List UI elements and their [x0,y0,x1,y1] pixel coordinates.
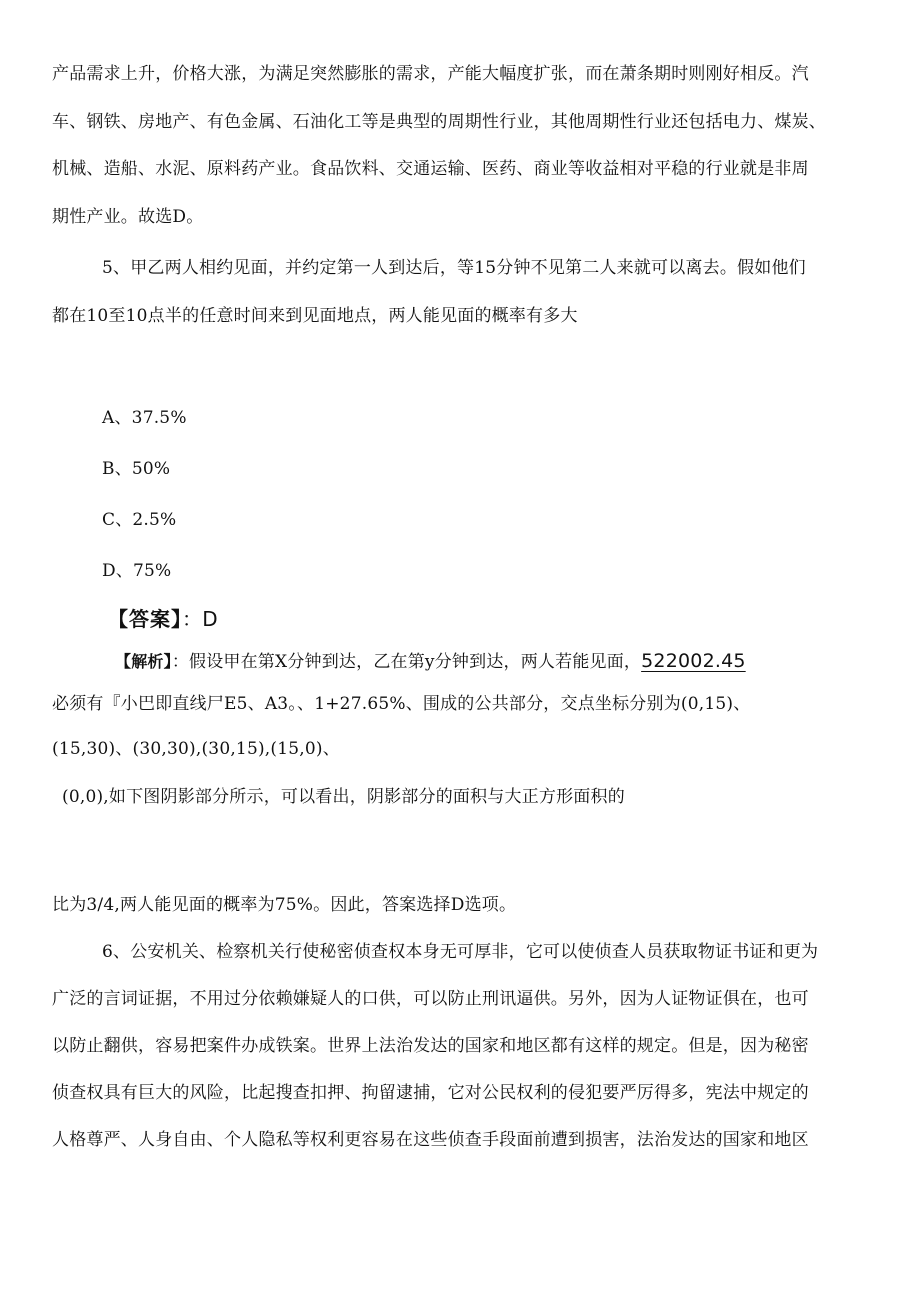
paragraph-line: 产品需求上升，价格大涨，为满足突然膨胀的需求，产能大幅度扩张，而在萧条期时则刚好相反。汽 [52,64,809,84]
question-6-stem: 以防止翻供，容易把案件办成铁案。世界上法治发达的国家和地区都有这样的规定。但是，因为秘密 [52,1036,809,1056]
answer-label: 【答案】 [108,607,182,631]
question-6-stem: 广泛的言词证据，不用过分依赖嫌疑人的口供，可以防止刑讯逼供。另外，因为人证物证俱在，也可 [52,989,809,1009]
paragraph-line: 期性产业。故选D。 [52,207,204,227]
analysis-label: 【解析】 [115,652,172,671]
question-6-stem: 6、公安机关、检察机关行使秘密侦查权本身无可厚非，它可以使侦查人员获取物证书证和更为 [102,942,819,962]
analysis-number: 522002.45 [641,650,746,672]
option-d: D、75% [102,561,172,581]
paragraph-line: 机械、造船、水泥、原料药产业。食品饮料、交通运输、医药、商业等收益相对平稳的行业就是非周 [52,159,809,179]
analysis-line: 比为3/4,两人能见面的概率为75%。因此，答案选择D选项。 [52,895,517,915]
paragraph-line: 车、钢铁、房地产、有色金属、石油化工等是典型的周期性行业，其他周期性行业还包括电力、煤炭、 [52,112,826,132]
analysis-line: 必须有『小巴即直线尸E5、A3。、1+27.65%、围成的公共部分，交点坐标分别为(0,15)、 [52,694,751,714]
answer-value: ：D [182,607,218,631]
question-5-stem: 都在10至10点半的任意时间来到见面地点，两人能见面的概率有多大 [52,306,578,326]
answer-line [108,609,218,630]
analysis-line [115,652,746,671]
option-a: A、37.5% [102,408,187,428]
analysis-text: ：假设甲在第X分钟到达，乙在第y分钟到达，两人若能见面， [171,652,642,672]
question-6-stem: 人格尊严、人身自由、个人隐私等权利更容易在这些侦查手段面前遭到损害，法治发达的国家和地区 [52,1130,809,1150]
option-c: C、2.5% [102,510,177,530]
question-6-stem: 侦查权具有巨大的风险，比起搜查扣押、拘留逮捕，它对公民权利的侵犯要严厉得多，宪法中规定的 [52,1083,809,1103]
question-5-stem: 5、甲乙两人相约见面，并约定第一人到达后，等15分钟不见第二人来就可以离去。假如他们 [102,258,806,278]
analysis-line: (15,30)、(30,30),(30,15),(15,0)、 [52,739,340,759]
option-b: B、50% [102,459,171,479]
analysis-line: (0,0),如下图阴影部分所示，可以看出，阴影部分的面积与大正方形面积的 [62,787,625,807]
